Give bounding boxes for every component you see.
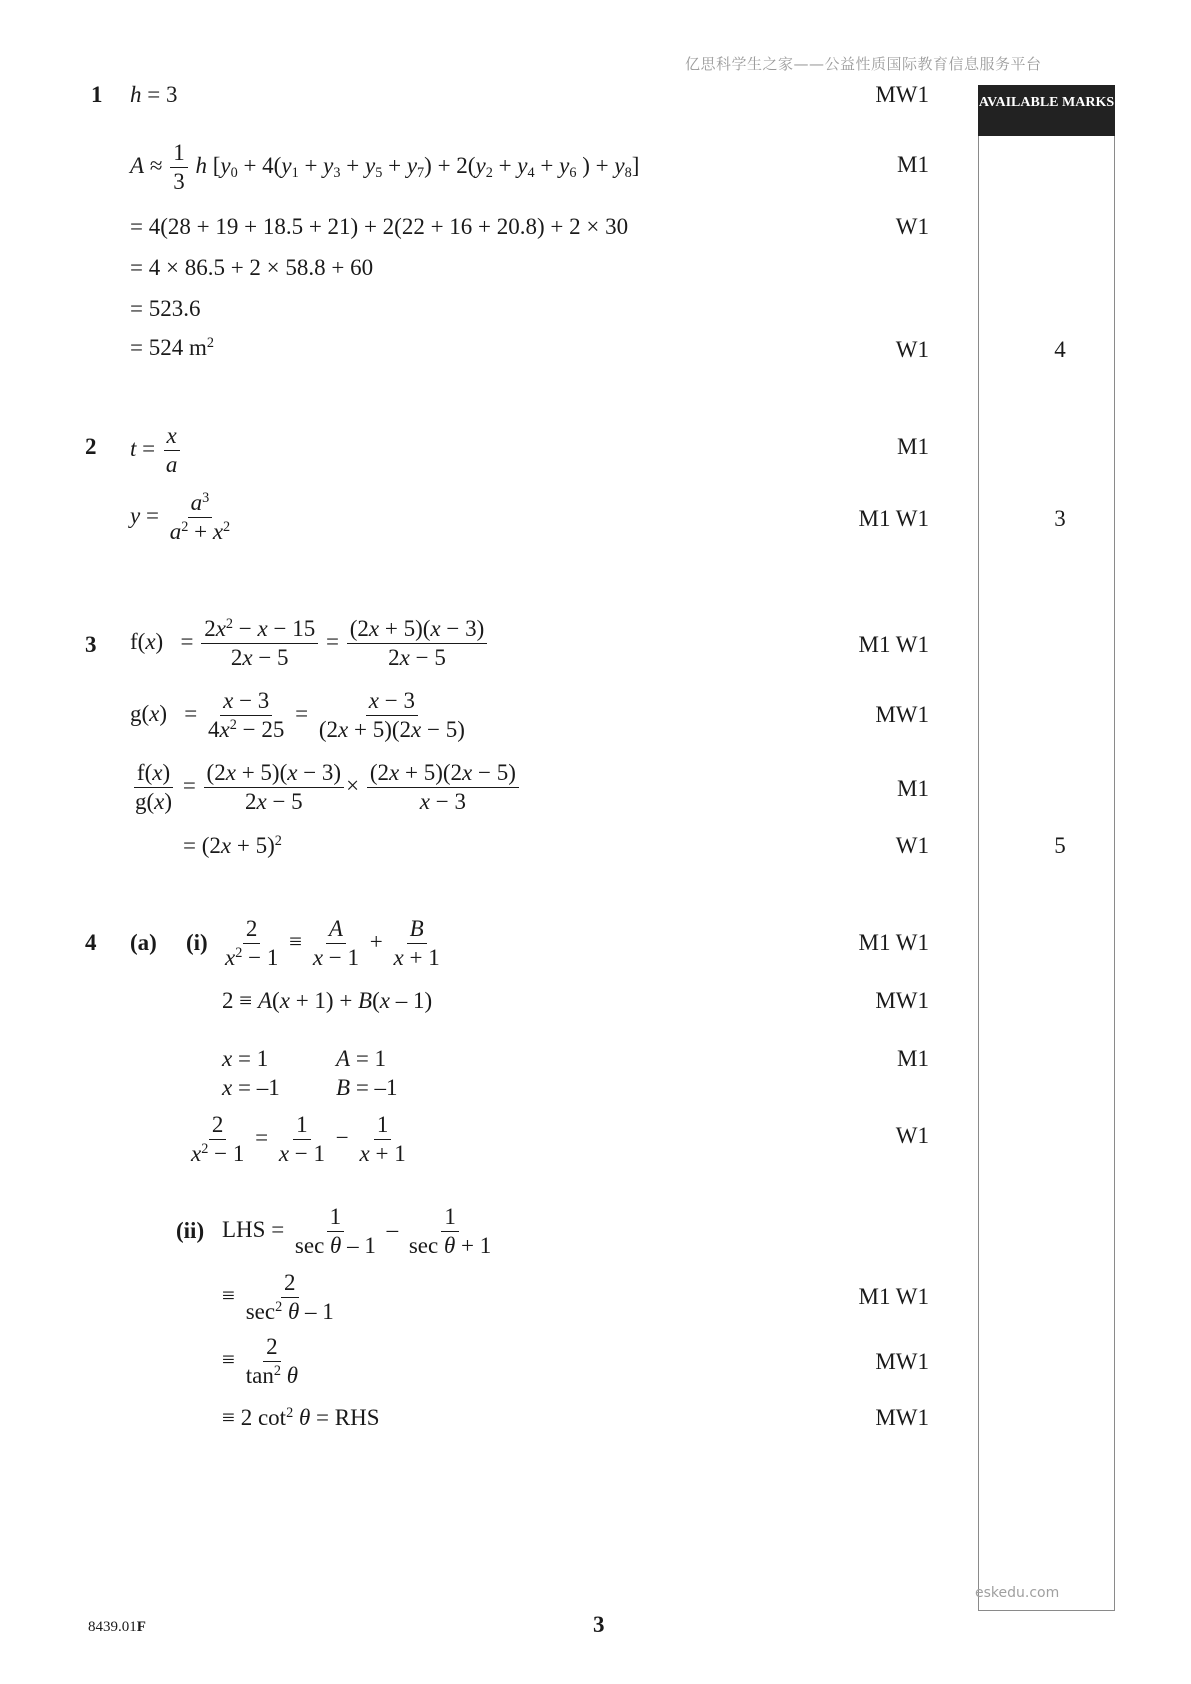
mark-code: MW1 [875,702,929,727]
question-number: 3 [85,632,97,657]
mark-code: MW1 [875,82,929,107]
mark-code: M1 W1 [858,506,929,531]
math-line: ≡ $\frac{2}{\tan^2 \theta}$ [222,1334,299,1389]
mark-code: M1 [897,776,929,801]
question-number: 4 [85,930,97,955]
math-line: B = –1 [336,1075,398,1100]
math-line: y = $\frac{a^3}{a^2 + x^2}$ [130,490,231,545]
mark-code: M1 W1 [858,1284,929,1309]
mark-code: M1 W1 [858,930,929,955]
math-line: ≡ $\frac{2}{\sec^2 \theta - 1}$ [222,1270,334,1325]
site-watermark: eskedu.com [975,1585,1060,1601]
mark-code: W1 [895,337,929,362]
math-line: t = $\frac{x}{a}$ [130,423,182,479]
math-line: f(x) = $\frac{2x^2 - x - 15}{2x - 5}$ = $\frac{(2x + 5)(x - 3)}{2x - 5}$ [130,616,489,672]
available-marks-value: 5 [1054,833,1066,858]
header-watermark: 亿思科学生之家——公益性质国际教育信息服务平台 [685,55,1042,73]
mark-code: M1 [897,434,929,459]
math-line: = 523.6 [130,296,201,321]
mark-code: M1 [897,1046,929,1071]
math-line: A = 1 [336,1046,387,1071]
math-line: A ≈ $\frac{1}{3}$ h [$y_0 + 4(y_1 + y_3 + y_5 + y_7) + 2(y_2 + y_4 + y_6$ ) + $y_8$] [130,140,640,195]
math-line: x = 1 [222,1046,269,1071]
math-line: $\frac{f(x)}{g(x)}$ = $\frac{(2x + 5)(x - 3)}{2x - 5}$ × $\frac{(2x + 5)(2x - 5)}{x - 3}$ [130,760,521,816]
question-number: 1 [91,82,103,107]
math-line: ≡ 2 $\cot^2 \theta$ = RHS [222,1405,380,1430]
page-number: 3 [593,1612,605,1637]
mark-code: M1 W1 [858,632,929,657]
part-label: (ii) [176,1218,205,1243]
math-line: $\frac{2}{x^2 - 1}$ = $\frac{1}{x - 1}$ − $\frac{1}{x + 1}$ [191,1112,406,1167]
available-marks-value: 4 [1054,337,1066,362]
math-line: = 4(28 + 19 + 18.5 + 21) + 2(22 + 16 + 20.8) + 2 × 30 [130,214,629,239]
question-number: 2 [85,434,97,459]
math-line: x = –1 [222,1075,280,1100]
available-marks-heading: AVAILABLE MARKS [978,85,1115,136]
math-line: = 524 $m^2$ [130,335,214,360]
math-line: g(x) = $\frac{x - 3}{4x^2 - 25}$ = $\frac{x - 3}{(2x + 5)(2x - 5)}$ [130,688,465,743]
mark-code: W1 [895,214,929,239]
mark-code: W1 [895,833,929,858]
math-line: h = 3 [130,82,178,107]
mark-code: MW1 [875,1349,929,1374]
part-label: (i) [186,930,208,955]
mark-code: W1 [895,1123,929,1148]
mark-code: MW1 [875,1405,929,1430]
math-line: = 4 × 86.5 + 2 × 58.8 + 60 [130,255,374,280]
available-marks-value: 3 [1054,506,1066,531]
math-line: = $(2x + 5)^2$ [183,833,282,858]
mark-code: M1 [897,152,929,177]
paper-code: 8439.01F [88,1619,146,1635]
math-line: 2 ≡ A(x + 1) + B(x – 1) [222,988,433,1013]
part-label: (a) [130,930,157,955]
math-line: LHS = $\frac{1}{\text{sec θ – 1}}$ – $\frac{1}{\text{sec θ + 1}}$ [222,1204,492,1259]
mark-code: MW1 [875,988,929,1013]
math-line: $\frac{2}{x^2 - 1}$ ≡ $\frac{A}{x - 1}$ + $\frac{B}{x + 1}$ [225,916,440,971]
